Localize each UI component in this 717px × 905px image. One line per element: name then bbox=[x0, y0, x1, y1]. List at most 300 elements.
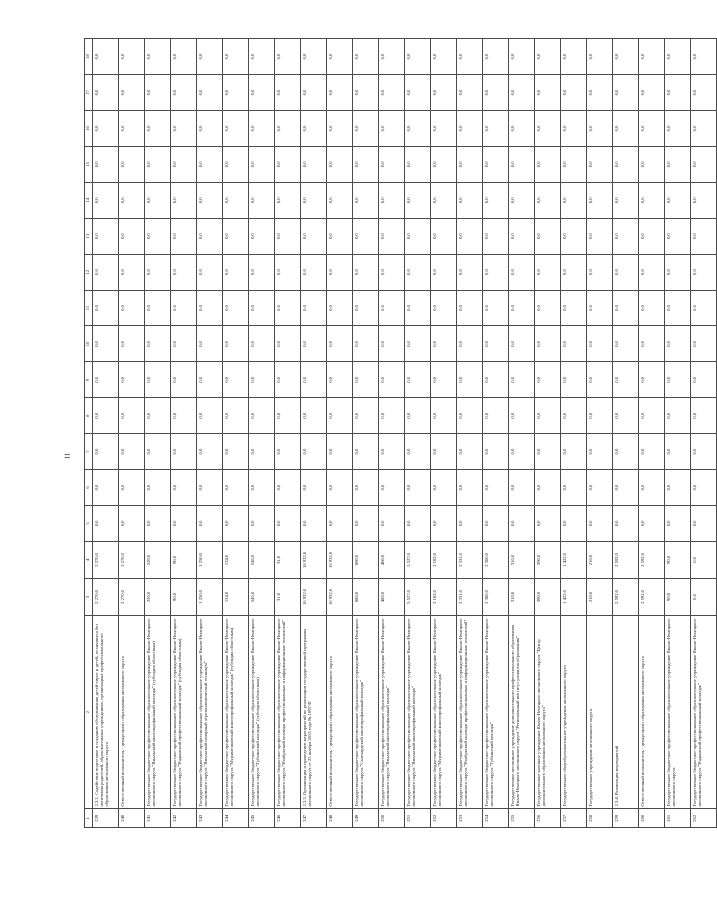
value-cell: 0,0 bbox=[483, 146, 509, 182]
value-cell: 0,0 bbox=[249, 254, 275, 290]
row-name-cell: 2.3.4. Реализация мероприятий bbox=[613, 615, 639, 809]
value-cell: 0,0 bbox=[457, 254, 483, 290]
value-cell: 0,0 bbox=[249, 218, 275, 254]
row-number-cell: 258 bbox=[587, 809, 613, 828]
value-cell: 0,0 bbox=[249, 505, 275, 541]
value-cell: 0,0 bbox=[665, 470, 691, 506]
value-cell: 0,0 bbox=[249, 75, 275, 111]
row-number-cell: 243 bbox=[197, 809, 223, 828]
value-cell: 0,0 bbox=[249, 146, 275, 182]
value-cell: 0,0 bbox=[665, 398, 691, 434]
value-cell: 0,0 bbox=[405, 182, 431, 218]
value-cell: 0,0 bbox=[535, 111, 561, 147]
value-cell: 0,0 bbox=[405, 362, 431, 398]
value-cell: 0,0 bbox=[405, 218, 431, 254]
value-cell: 0,0 bbox=[379, 470, 405, 506]
value-cell: 0,0 bbox=[535, 290, 561, 326]
value-cell: 0,0 bbox=[691, 218, 717, 254]
value-cell: 0,0 bbox=[223, 146, 249, 182]
table-row bbox=[613, 39, 639, 828]
value-cell: 0,0 bbox=[535, 505, 561, 541]
value-cell: 0,0 bbox=[587, 146, 613, 182]
value-cell: 0,0 bbox=[457, 398, 483, 434]
value-cell: 0,0 bbox=[145, 434, 171, 470]
value-cell: 0,0 bbox=[587, 326, 613, 362]
value-cell: 0,0 bbox=[171, 398, 197, 434]
value-cell: 0,0 bbox=[223, 326, 249, 362]
table-row bbox=[93, 39, 119, 828]
value-cell: 0,0 bbox=[171, 39, 197, 75]
row-name-cell: Государственное бюджетное профессиональное образовательное учреждение Ямало-Ненецкого автономного округа "Ноябрьский колледж профессиональных и информационных технологий" bbox=[275, 615, 301, 809]
column-number-6: 6 bbox=[85, 470, 93, 506]
value-cell: 0,0 bbox=[483, 505, 509, 541]
value-cell: 0,0 bbox=[353, 398, 379, 434]
value-cell: 0,0 bbox=[535, 39, 561, 75]
table-row bbox=[119, 39, 145, 828]
value-cell: 0,0 bbox=[197, 75, 223, 111]
value-cell: 0,0 bbox=[457, 362, 483, 398]
value-cell: 0,0 bbox=[405, 39, 431, 75]
row-name-cell: Ответственный исполнитель - департамент образования автономного округа bbox=[119, 615, 145, 809]
value-cell: 0,0 bbox=[665, 505, 691, 541]
value-cell: 0,0 bbox=[197, 146, 223, 182]
total-amount-cell: 2 592,0 bbox=[639, 578, 665, 615]
value-cell: 0,0 bbox=[483, 39, 509, 75]
year-amount-cell: 210,0 bbox=[587, 541, 613, 578]
row-name-cell: Государственное бюджетное профессиональное образовательное учреждение Ямало-Ненецкого автономного округа "Салехардский многопрофильный колледж" bbox=[353, 615, 379, 809]
value-cell: 0,0 bbox=[431, 218, 457, 254]
value-cell: 0,0 bbox=[197, 505, 223, 541]
row-number-cell: 259 bbox=[613, 809, 639, 828]
column-number-14: 14 bbox=[85, 182, 93, 218]
total-amount-cell: 90,0 bbox=[665, 578, 691, 615]
value-cell: 0,0 bbox=[197, 182, 223, 218]
total-amount-cell: 1 422,0 bbox=[561, 578, 587, 615]
value-cell: 0,0 bbox=[431, 505, 457, 541]
value-cell: 0,0 bbox=[431, 39, 457, 75]
value-cell: 0,0 bbox=[145, 75, 171, 111]
value-cell: 0,0 bbox=[509, 39, 535, 75]
value-cell: 0,0 bbox=[587, 470, 613, 506]
year-amount-cell: 1 422,0 bbox=[561, 541, 587, 578]
year-amount-cell: 2 182,0 bbox=[431, 541, 457, 578]
row-number-cell: 254 bbox=[483, 809, 509, 828]
value-cell: 0,0 bbox=[665, 182, 691, 218]
value-cell: 0,0 bbox=[197, 111, 223, 147]
value-cell: 0,0 bbox=[275, 362, 301, 398]
row-name-cell: Государственное учреждение автономного округа bbox=[587, 615, 613, 809]
year-amount-cell: 0,0 bbox=[691, 541, 717, 578]
value-cell: 0,0 bbox=[119, 470, 145, 506]
budget-table bbox=[84, 38, 717, 828]
value-cell: 0,0 bbox=[613, 75, 639, 111]
value-cell: 0,0 bbox=[431, 362, 457, 398]
table-row bbox=[691, 39, 717, 828]
total-amount-cell: 134,0 bbox=[223, 578, 249, 615]
total-amount-cell: 880,0 bbox=[353, 578, 379, 615]
value-cell: 0,0 bbox=[665, 111, 691, 147]
value-cell: 0,0 bbox=[275, 111, 301, 147]
value-cell: 0,0 bbox=[691, 398, 717, 434]
row-name-cell: Государственное бюджетное профессиональное образовательное учреждение Ямало-Ненецкого автономного округа "Ямальский многопрофильный колледж" bbox=[379, 615, 405, 809]
value-cell: 0,0 bbox=[119, 75, 145, 111]
value-cell: 0,0 bbox=[457, 182, 483, 218]
value-cell: 0,0 bbox=[171, 218, 197, 254]
value-cell: 0,0 bbox=[431, 470, 457, 506]
value-cell: 0,0 bbox=[509, 398, 535, 434]
value-cell: 0,0 bbox=[691, 75, 717, 111]
value-cell: 0,0 bbox=[561, 146, 587, 182]
table-row bbox=[275, 39, 301, 828]
value-cell: 0,0 bbox=[301, 182, 327, 218]
value-cell: 0,0 bbox=[301, 111, 327, 147]
value-cell: 0,0 bbox=[223, 398, 249, 434]
value-cell: 0,0 bbox=[197, 362, 223, 398]
value-cell: 0,0 bbox=[509, 146, 535, 182]
value-cell: 0,0 bbox=[145, 505, 171, 541]
value-cell: 0,0 bbox=[301, 254, 327, 290]
row-number-cell: 241 bbox=[145, 809, 171, 828]
value-cell: 0,0 bbox=[379, 39, 405, 75]
row-number-cell: 256 bbox=[535, 809, 561, 828]
value-cell: 0,0 bbox=[249, 434, 275, 470]
value-cell: 0,0 bbox=[119, 254, 145, 290]
value-cell: 0,0 bbox=[509, 182, 535, 218]
value-cell: 0,0 bbox=[509, 470, 535, 506]
value-cell: 0,0 bbox=[145, 470, 171, 506]
value-cell: 0,0 bbox=[119, 326, 145, 362]
table-row bbox=[535, 39, 561, 828]
value-cell: 0,0 bbox=[587, 362, 613, 398]
rotated-table-wrapper bbox=[84, 38, 703, 828]
value-cell: 0,0 bbox=[509, 326, 535, 362]
value-cell: 0,0 bbox=[301, 470, 327, 506]
value-cell: 0,0 bbox=[587, 111, 613, 147]
value-cell: 0,0 bbox=[119, 398, 145, 434]
value-cell: 0,0 bbox=[93, 254, 119, 290]
value-cell: 0,0 bbox=[483, 182, 509, 218]
value-cell: 0,0 bbox=[379, 326, 405, 362]
value-cell: 0,0 bbox=[145, 39, 171, 75]
table-row bbox=[587, 39, 613, 828]
value-cell: 0,0 bbox=[379, 398, 405, 434]
value-cell: 0,0 bbox=[639, 505, 665, 541]
value-cell: 0,0 bbox=[483, 326, 509, 362]
value-cell: 0,0 bbox=[561, 75, 587, 111]
value-cell: 0,0 bbox=[431, 254, 457, 290]
value-cell: 0,0 bbox=[613, 146, 639, 182]
column-number-7: 7 bbox=[85, 434, 93, 470]
row-number-cell: 257 bbox=[561, 809, 587, 828]
value-cell: 0,0 bbox=[93, 75, 119, 111]
value-cell: 0,0 bbox=[587, 434, 613, 470]
value-cell: 0,0 bbox=[327, 505, 353, 541]
column-number-row bbox=[85, 39, 93, 828]
row-number-cell: 260 bbox=[639, 809, 665, 828]
value-cell: 0,0 bbox=[275, 75, 301, 111]
value-cell: 0,0 bbox=[275, 218, 301, 254]
value-cell: 0,0 bbox=[691, 434, 717, 470]
value-cell: 0,0 bbox=[613, 254, 639, 290]
value-cell: 0,0 bbox=[197, 39, 223, 75]
value-cell: 0,0 bbox=[379, 182, 405, 218]
value-cell: 0,0 bbox=[405, 111, 431, 147]
value-cell: 0,0 bbox=[145, 111, 171, 147]
value-cell: 0,0 bbox=[301, 39, 327, 75]
total-amount-cell: 2 300,0 bbox=[483, 578, 509, 615]
year-amount-cell: 2 592,0 bbox=[639, 541, 665, 578]
value-cell: 0,0 bbox=[691, 254, 717, 290]
year-amount-cell: 90,0 bbox=[171, 541, 197, 578]
value-cell: 0,0 bbox=[119, 218, 145, 254]
value-cell: 0,0 bbox=[301, 505, 327, 541]
value-cell: 0,0 bbox=[93, 111, 119, 147]
value-cell: 0,0 bbox=[379, 254, 405, 290]
total-amount-cell: 390,0 bbox=[535, 578, 561, 615]
value-cell: 0,0 bbox=[587, 182, 613, 218]
value-cell: 0,0 bbox=[249, 111, 275, 147]
value-cell: 0,0 bbox=[509, 434, 535, 470]
year-amount-cell: 134,0 bbox=[223, 541, 249, 578]
value-cell: 0,0 bbox=[665, 39, 691, 75]
value-cell: 0,0 bbox=[223, 505, 249, 541]
value-cell: 0,0 bbox=[327, 470, 353, 506]
value-cell: 0,0 bbox=[327, 326, 353, 362]
value-cell: 0,0 bbox=[405, 470, 431, 506]
value-cell: 0,0 bbox=[535, 218, 561, 254]
value-cell: 0,0 bbox=[535, 326, 561, 362]
value-cell: 0,0 bbox=[275, 505, 301, 541]
row-name-cell: Ответственный исполнитель - департамент образования автономного округа bbox=[327, 615, 353, 809]
value-cell: 0,0 bbox=[665, 326, 691, 362]
value-cell: 0,0 bbox=[327, 111, 353, 147]
value-cell: 0,0 bbox=[171, 146, 197, 182]
value-cell: 0,0 bbox=[405, 505, 431, 541]
year-amount-cell: 2 592,0 bbox=[613, 541, 639, 578]
value-cell: 0,0 bbox=[665, 75, 691, 111]
value-cell: 0,0 bbox=[379, 434, 405, 470]
row-name-cell: Государственное бюджетное профессиональное образовательное учреждение Ямало-Ненецкого автономного округа "Надымский профессиональный колледж" (субсидия областным) bbox=[171, 615, 197, 809]
column-number-12: 12 bbox=[85, 254, 93, 290]
column-number-18: 18 bbox=[85, 39, 93, 75]
value-cell: 0,0 bbox=[613, 362, 639, 398]
table-row bbox=[353, 39, 379, 828]
row-name-cell: Государственное бюджетное профессиональное образовательное учреждение Ямало-Ненецкого автономного округа "Губкинский колледж" (субсидия областным) bbox=[249, 615, 275, 809]
value-cell: 0,0 bbox=[353, 218, 379, 254]
year-amount-cell: 1 250,0 bbox=[197, 541, 223, 578]
value-cell: 0,0 bbox=[639, 434, 665, 470]
value-cell: 0,0 bbox=[639, 290, 665, 326]
value-cell: 0,0 bbox=[561, 362, 587, 398]
value-cell: 0,0 bbox=[249, 290, 275, 326]
value-cell: 0,0 bbox=[639, 254, 665, 290]
value-cell: 0,0 bbox=[353, 470, 379, 506]
value-cell: 0,0 bbox=[353, 146, 379, 182]
value-cell: 0,0 bbox=[561, 182, 587, 218]
value-cell: 0,0 bbox=[197, 254, 223, 290]
value-cell: 0,0 bbox=[483, 470, 509, 506]
table-row bbox=[145, 39, 171, 828]
value-cell: 0,0 bbox=[93, 146, 119, 182]
value-cell: 0,0 bbox=[405, 326, 431, 362]
total-amount-cell: 0,0 bbox=[691, 578, 717, 615]
value-cell: 0,0 bbox=[587, 398, 613, 434]
value-cell: 0,0 bbox=[145, 326, 171, 362]
total-amount-cell: 2 331,0 bbox=[457, 578, 483, 615]
value-cell: 0,0 bbox=[535, 182, 561, 218]
row-name-cell: Государственное общеобразовательное учреждение автономного округа bbox=[561, 615, 587, 809]
value-cell: 0,0 bbox=[223, 39, 249, 75]
value-cell: 0,0 bbox=[613, 398, 639, 434]
row-name-cell: 2.3.3. Организация и проведение мероприятий по реализации государственной программы автономного округа от 25 ноября 2013 года № 1097-П bbox=[301, 615, 327, 809]
value-cell: 0,0 bbox=[275, 326, 301, 362]
value-cell: 0,0 bbox=[119, 434, 145, 470]
value-cell: 0,0 bbox=[691, 505, 717, 541]
value-cell: 0,0 bbox=[353, 182, 379, 218]
value-cell: 0,0 bbox=[145, 398, 171, 434]
value-cell: 0,0 bbox=[327, 146, 353, 182]
value-cell: 0,0 bbox=[405, 254, 431, 290]
value-cell: 0,0 bbox=[249, 470, 275, 506]
value-cell: 0,0 bbox=[223, 254, 249, 290]
value-cell: 0,0 bbox=[535, 398, 561, 434]
row-number-cell: 240 bbox=[119, 809, 145, 828]
value-cell: 0,0 bbox=[613, 111, 639, 147]
value-cell: 0,0 bbox=[223, 470, 249, 506]
value-cell: 0,0 bbox=[561, 398, 587, 434]
year-amount-cell: 310,0 bbox=[509, 541, 535, 578]
value-cell: 0,0 bbox=[457, 75, 483, 111]
value-cell: 0,0 bbox=[93, 505, 119, 541]
year-amount-cell: 90,0 bbox=[665, 541, 691, 578]
column-number-11: 11 bbox=[85, 290, 93, 326]
value-cell: 0,0 bbox=[197, 470, 223, 506]
value-cell: 0,0 bbox=[509, 290, 535, 326]
value-cell: 0,0 bbox=[535, 362, 561, 398]
value-cell: 0,0 bbox=[171, 362, 197, 398]
value-cell: 0,0 bbox=[327, 218, 353, 254]
year-amount-cell: 390,0 bbox=[535, 541, 561, 578]
value-cell: 0,0 bbox=[353, 254, 379, 290]
table-row bbox=[171, 39, 197, 828]
value-cell: 0,0 bbox=[483, 75, 509, 111]
table-row bbox=[327, 39, 353, 828]
value-cell: 0,0 bbox=[353, 505, 379, 541]
value-cell: 0,0 bbox=[457, 470, 483, 506]
value-cell: 0,0 bbox=[431, 398, 457, 434]
value-cell: 0,0 bbox=[93, 362, 119, 398]
value-cell: 0,0 bbox=[639, 362, 665, 398]
row-name-cell: Государственное бюджетное профессиональное образовательное учреждение Ямало-Ненецкого автономного округа "Губкинский колледж" bbox=[483, 615, 509, 809]
value-cell: 0,0 bbox=[301, 290, 327, 326]
value-cell: 0,0 bbox=[119, 505, 145, 541]
value-cell: 0,0 bbox=[483, 218, 509, 254]
row-name-cell: Ответственный исполнитель - департамент образования автономного округа bbox=[639, 615, 665, 809]
value-cell: 0,0 bbox=[353, 362, 379, 398]
value-cell: 0,0 bbox=[197, 326, 223, 362]
value-cell: 0,0 bbox=[691, 111, 717, 147]
table-row bbox=[665, 39, 691, 828]
value-cell: 0,0 bbox=[93, 39, 119, 75]
total-amount-cell: 2 182,0 bbox=[431, 578, 457, 615]
value-cell: 0,0 bbox=[223, 75, 249, 111]
column-number-10: 10 bbox=[85, 326, 93, 362]
value-cell: 0,0 bbox=[379, 362, 405, 398]
value-cell: 0,0 bbox=[171, 254, 197, 290]
value-cell: 0,0 bbox=[691, 470, 717, 506]
table-row bbox=[405, 39, 431, 828]
table-row bbox=[509, 39, 535, 828]
page-number: 11 bbox=[63, 452, 72, 460]
row-name-cell: Государственное бюджетное профессиональное образовательное учреждение Ямало-Ненецкого автономного округа bbox=[665, 615, 691, 809]
value-cell: 0,0 bbox=[483, 434, 509, 470]
total-amount-cell: 2 592,0 bbox=[613, 578, 639, 615]
value-cell: 0,0 bbox=[613, 182, 639, 218]
value-cell: 0,0 bbox=[301, 146, 327, 182]
value-cell: 0,0 bbox=[691, 326, 717, 362]
value-cell: 0,0 bbox=[483, 398, 509, 434]
value-cell: 0,0 bbox=[691, 290, 717, 326]
column-number-5: 5 bbox=[85, 505, 93, 541]
value-cell: 0,0 bbox=[561, 290, 587, 326]
value-cell: 0,0 bbox=[587, 290, 613, 326]
value-cell: 0,0 bbox=[665, 254, 691, 290]
value-cell: 0,0 bbox=[509, 111, 535, 147]
value-cell: 0,0 bbox=[561, 505, 587, 541]
value-cell: 0,0 bbox=[535, 434, 561, 470]
value-cell: 0,0 bbox=[457, 146, 483, 182]
value-cell: 0,0 bbox=[171, 182, 197, 218]
value-cell: 0,0 bbox=[93, 182, 119, 218]
value-cell: 0,0 bbox=[457, 434, 483, 470]
value-cell: 0,0 bbox=[509, 362, 535, 398]
value-cell: 0,0 bbox=[405, 434, 431, 470]
value-cell: 0,0 bbox=[457, 39, 483, 75]
value-cell: 0,0 bbox=[301, 398, 327, 434]
value-cell: 0,0 bbox=[93, 470, 119, 506]
row-number-cell: 239 bbox=[93, 809, 119, 828]
value-cell: 0,0 bbox=[535, 470, 561, 506]
value-cell: 0,0 bbox=[327, 398, 353, 434]
column-number-2: 2 bbox=[85, 615, 93, 809]
value-cell: 0,0 bbox=[379, 218, 405, 254]
year-amount-cell: 31,0 bbox=[275, 541, 301, 578]
value-cell: 0,0 bbox=[431, 434, 457, 470]
value-cell: 0,0 bbox=[613, 470, 639, 506]
value-cell: 0,0 bbox=[613, 39, 639, 75]
row-number-cell: 248 bbox=[327, 809, 353, 828]
value-cell: 0,0 bbox=[483, 362, 509, 398]
row-number-cell: 252 bbox=[431, 809, 457, 828]
value-cell: 0,0 bbox=[509, 254, 535, 290]
value-cell: 0,0 bbox=[171, 505, 197, 541]
value-cell: 0,0 bbox=[301, 75, 327, 111]
value-cell: 0,0 bbox=[405, 75, 431, 111]
value-cell: 0,0 bbox=[119, 39, 145, 75]
value-cell: 0,0 bbox=[379, 146, 405, 182]
value-cell: 0,0 bbox=[119, 182, 145, 218]
value-cell: 0,0 bbox=[171, 290, 197, 326]
value-cell: 0,0 bbox=[483, 111, 509, 147]
value-cell: 0,0 bbox=[93, 218, 119, 254]
value-cell: 0,0 bbox=[353, 434, 379, 470]
value-cell: 0,0 bbox=[223, 290, 249, 326]
total-amount-cell: 16 932,0 bbox=[327, 578, 353, 615]
total-amount-cell: 5 527,0 bbox=[405, 578, 431, 615]
value-cell: 0,0 bbox=[431, 75, 457, 111]
value-cell: 0,0 bbox=[93, 290, 119, 326]
value-cell: 0,0 bbox=[431, 290, 457, 326]
